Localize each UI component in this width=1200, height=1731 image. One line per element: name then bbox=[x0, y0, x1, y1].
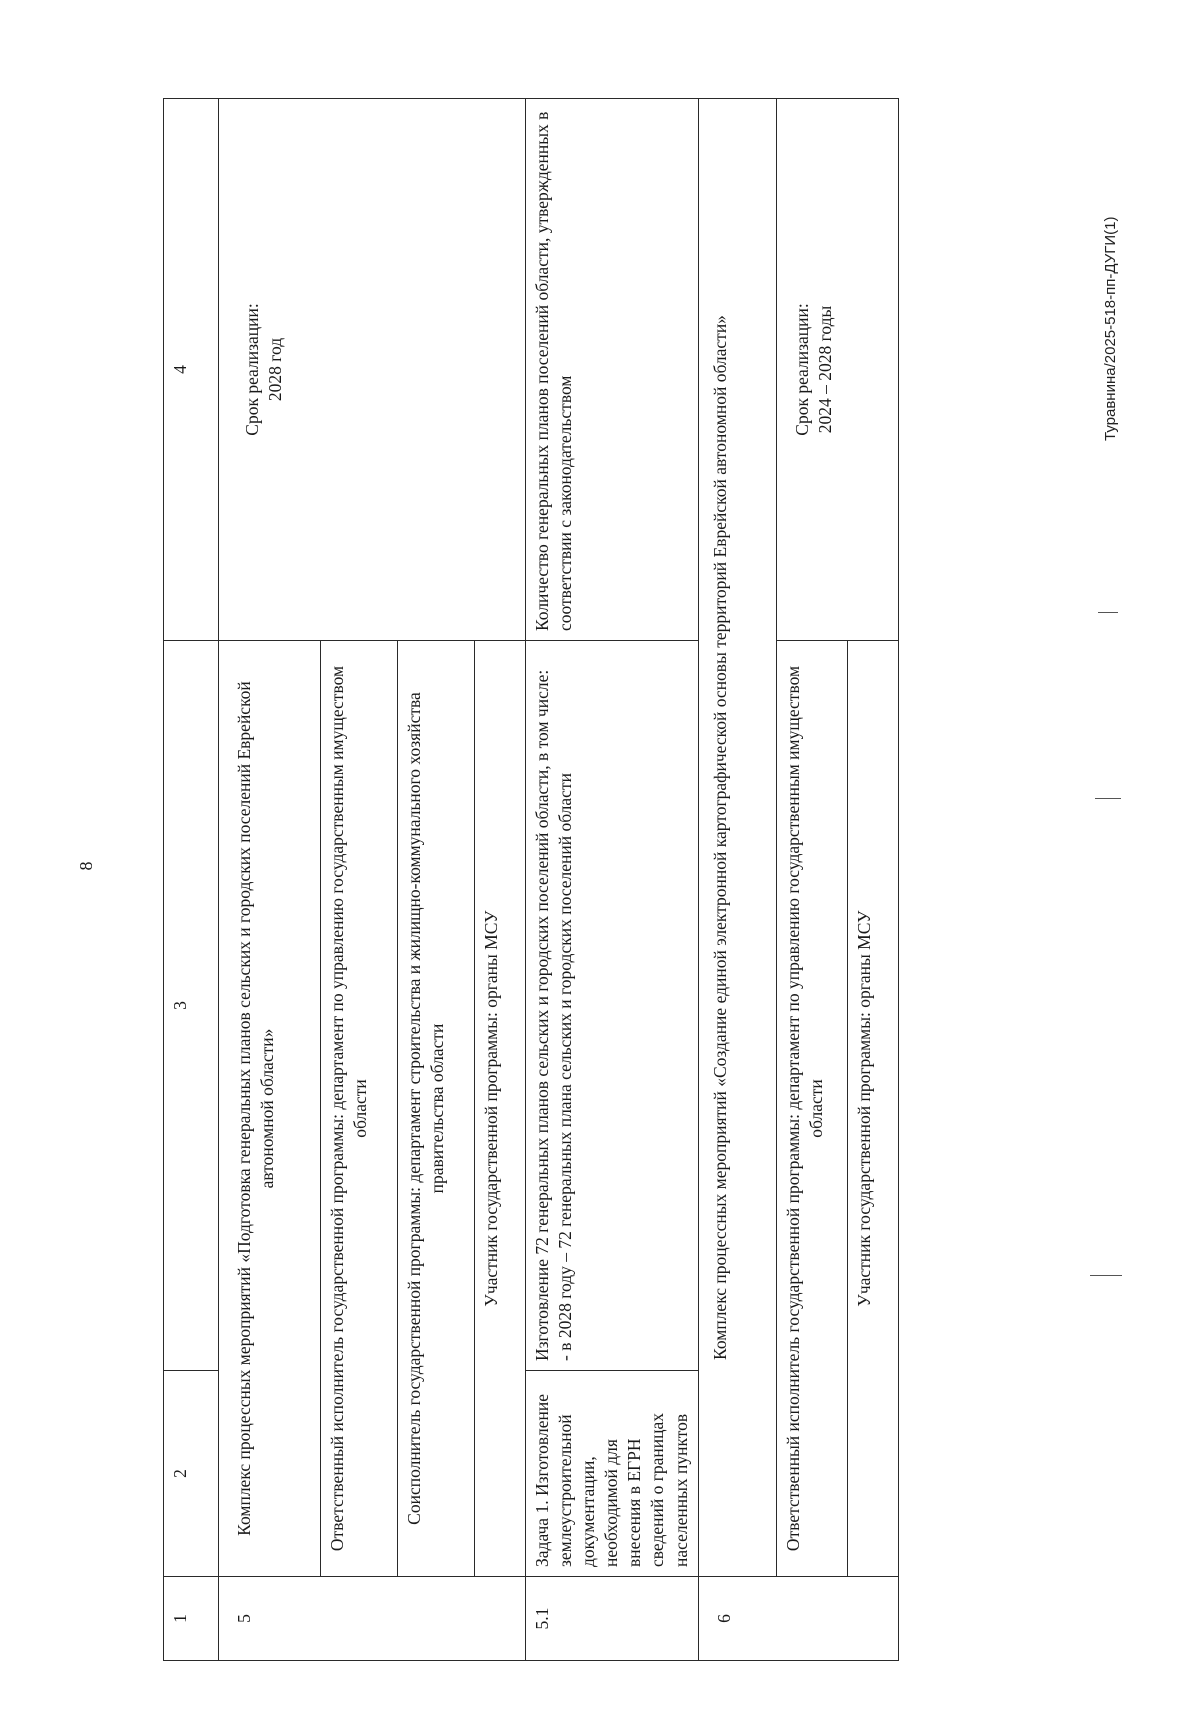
complex-title: Комплекс процессных мероприятий «Создание единой электронной картографической основы территорий Еврейской автономной области» bbox=[698, 99, 776, 1577]
term-cell bbox=[776, 99, 898, 641]
complex-title: Комплекс процессных мероприятий «Подготовка генеральных планов сельских и городских поселений Еврейской автономной области» bbox=[219, 641, 321, 1577]
program-table bbox=[163, 98, 899, 1661]
scan-mark bbox=[1090, 1275, 1122, 1276]
responsible-executor: Ответственный исполнитель государственной программы: департамент по управлению государственным имуществом области bbox=[776, 641, 847, 1577]
scan-mark bbox=[1098, 612, 1118, 613]
program-participant: Участник государственной программы: органы МСУ bbox=[475, 641, 526, 1577]
table-row bbox=[698, 99, 776, 1661]
term-cell bbox=[219, 99, 526, 641]
program-participant: Участник государственной программы: органы МСУ bbox=[847, 641, 898, 1577]
header-cell-1: 1 bbox=[164, 1577, 219, 1661]
result-text: Изготовление 72 генеральных планов сельских и городских поселений области, в том числе: - в 2028 году – 72 генеральных плана сельских и городских поселений области bbox=[532, 669, 576, 1361]
indicator-text: Количество генеральных планов поселений области, утвержденных в соответствии с законодательством bbox=[526, 99, 699, 641]
header-cell-2: 2 bbox=[164, 1371, 219, 1577]
co-executor: Соисполнитель государственной программы: департамент строительства и жилищно-коммунального хозяйства правительства области bbox=[398, 641, 475, 1577]
table-header-row bbox=[164, 99, 219, 1661]
task-text: Задача 1. Изготовление землеустроительной документации, необходимой для внесения в ЕГРН сведений о границах населенных пунктов bbox=[526, 1371, 699, 1577]
term-text: Срок реализации: 2024 – 2028 годы bbox=[791, 303, 835, 436]
table-row bbox=[776, 99, 847, 1661]
term-text: Срок реализации: 2028 год bbox=[242, 303, 286, 436]
footer-document-code: Туравнина/2025-518-пп-ДУГИ(1) bbox=[1102, 216, 1119, 441]
result-cell bbox=[526, 641, 699, 1371]
row-number: 5.1 bbox=[526, 1577, 699, 1661]
header-cell-3: 3 bbox=[164, 641, 219, 1371]
responsible-executor: Ответственный исполнитель государственной программы: департамент по управлению государственным имуществом области bbox=[321, 641, 398, 1577]
row-number: 5 bbox=[219, 1577, 526, 1661]
table-row bbox=[526, 99, 699, 1661]
row-number: 6 bbox=[698, 1577, 898, 1661]
table-row bbox=[219, 99, 321, 1661]
header-cell-4: 4 bbox=[164, 99, 219, 641]
scan-mark bbox=[1095, 798, 1121, 799]
page-number: 8 bbox=[76, 861, 96, 871]
